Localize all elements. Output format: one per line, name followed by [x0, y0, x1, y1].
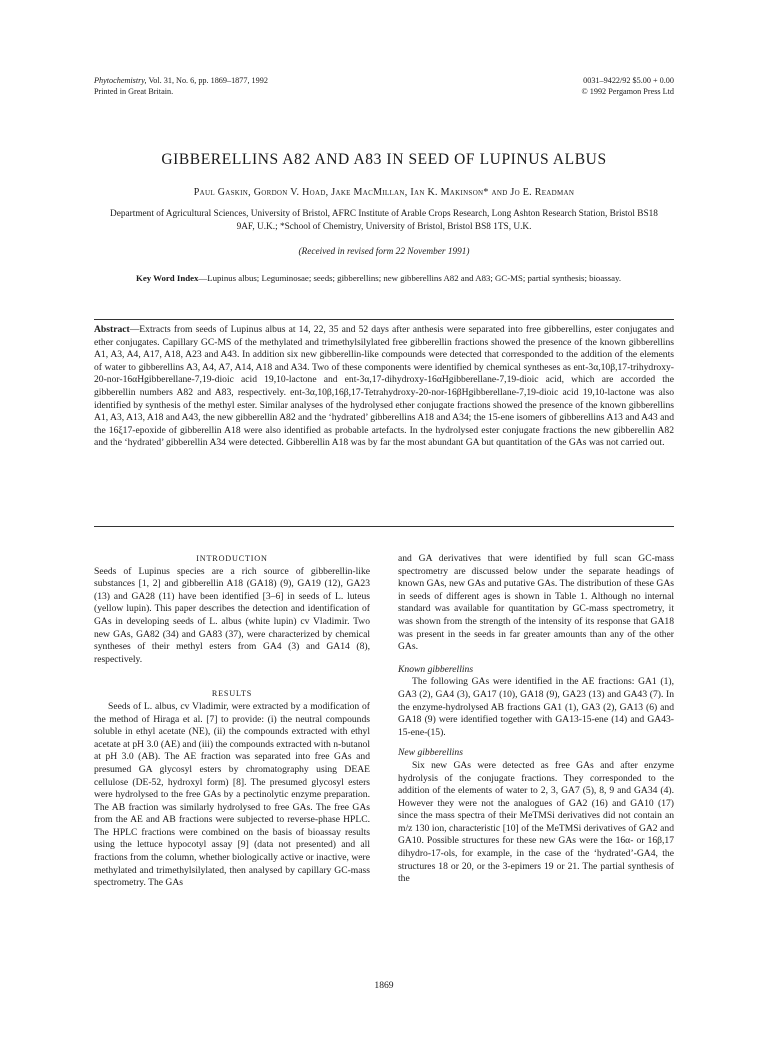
journal-name: Phytochemistry, [94, 76, 147, 85]
keyword-label: Key Word Index [136, 273, 199, 283]
introduction-paragraph: Seeds of Lupinus species are a rich source of gibberellin-like substances [1, 2] and gibberellin A18 (GA18) (9), GA19 (12), GA23 (13) and GA28 (11) have been identified [3–6] in seeds of L. luteus (yellow lupin). This paper describes the detection and identification of GAs in developing seeds of L. albus (white lupin) cv Vladimir. Two new GAs, GA82 (34) and GA83 (37), were characterized by chemical syntheses of their methyl esters from GA4 (3) and GA14 (8), respectively. [94, 565, 370, 665]
page-number: 1869 [374, 980, 394, 991]
abstract-block [94, 324, 674, 450]
new-gibberellins-paragraph: Six new GAs were detected as free GAs and after enzyme hydrolysis of the conjugate fractions. They corresponded to the addition of the elements of water to 2, 3, GA7 (5), 8, 9 and GA34 (4). However they were not the analogues of GA2 (16) and GA10 (17) since the mass spectra of their MeTMSi derivatives did not contain an m/z 130 ion, characteristic [10] of the MeTMSi derivatives of GA2 and GA10. Possible structures for these new GAs were the 16α- or 16β,17 dihydro-17-ols, for example, in the case of the ‘hydrated’-GA4, the structures 18 or 20, or the 3-epimers 19 or 21. The partial synthesis of the [398, 759, 674, 885]
abstract-top-rule [94, 319, 674, 320]
new-gibberellins-heading: New gibberellins [398, 747, 463, 759]
results-continued-paragraph: and GA derivatives that were identified by full scan GC-mass spectrometry are discussed below under the separate headings of known GAs, new GAs and putative GAs. The distribution of these GAs in seeds of different ages is shown in Table 1. Although no internal standard was available for quantitation by GC-mass spectrometry, it was shown from the strength of the intensity of its response that GA18 was present in the seeds in far greater amounts than any of the other GAs. [398, 553, 674, 653]
results-paragraph: Seeds of L. albus, cv Vladimir, were extracted by a modification of the method of Hiraga et al. [7] to provide: (i) the neutral compounds soluble in ethyl acetate (NE), (ii) the compounds extracted with ethyl acetate at pH 3.0 (AE) and (iii) the compounds extracted with n-butanol at pH 3.0 (AB). The AE fraction was separated into free GAs and presumed GA glycosyl esters by chromatography using DEAE cellulose (DE-52, hydroxyl form) [8]. The presumed glycosyl esters were hydrolysed to the free GAs by a pectinolytic enzyme preparation. The AB fraction was similarly hydrolysed to free GAs. The free GAs from the AE and AB fractions were subjected to reverse-phase HPLC. The HPLC fractions were combined on the basis of bioassay results using the lettuce hypocotyl assay [9] (data not presented) and all fractions from the column, whether biologically active or inactive, were methylated and trimethylsilylated, then analysed by capillary GC-mass spectrometry. The GAs [94, 700, 370, 889]
known-gibberellins-heading: Known gibberellins [398, 663, 474, 675]
right-column [398, 553, 674, 886]
abstract-text: —Extracts from seeds of Lupinus albus at 14, 22, 35 and 52 days after anthesis were separated into free gibberellins, ester conjugates and ether conjugates. Capillary GC-MS of the methylated and trimethylsilylated free gibberellin fractions showed the presence of the known gibberellins A1, A3, A4, A17, A18, A23 and A43. In addition six new gibberellin-like compounds were detected that corresponded to the addition of the elements of water to gibberellins A3, A4, A7, A14, A18 and A34. Two of these components were identified by chemical syntheses as ent-3α,10β,17-trihydroxy-20-nor-16αHgibberellane-7,19-dioic acid 19,10-lactone and ent-3α,17-dihydroxy-16αHgibberellane-7,19-dioic acid, which are accorded the gibberellin numbers A82 and A83, respectively. ent-3α,10β,16β,17-Tetrahydroxy-20-nor-16βHgibberellane-7,19-dioic acid 19,10-lactone was also identified by synthesis of the methyl ester. Similar analyses of the hydrolysed ether conjugate fractions showed the presence of the known gibberellins A1, A3, A13, A18 and A43, the new gibberellin A82 and the ‘hydrated’ gibberellins A18 and A34; the 15-ene isomers of gibberellins A13 and A43 and the 16ξ17-epoxide of gibberellin A18 were also identified as probable artefacts. In the hydrolysed ester conjugate fractions the new gibberellin A82 and the ‘hydrated’ gibberellin A34 were detected. Gibberellin A18 was by far the most abundant GA but quantitation of the GAs was not carried out. [94, 324, 674, 449]
introduction-heading: INTRODUCTION [196, 554, 268, 563]
journal-citation: Vol. 31, No. 6, pp. 1869–1877, 1992 [148, 76, 268, 85]
received-date: (Received in revised form 22 November 1991) [298, 247, 470, 257]
article-title: GIBBERELLINS A82 AND A83 IN SEED OF LUPINUS ALBUS [161, 151, 607, 168]
article-price-code: 0031–9422/92 $5.00 + 0.00 [583, 76, 674, 85]
journal-header-left [94, 75, 394, 97]
journal-header-right [374, 75, 674, 97]
copyright-notice: © 1992 Pergamon Press Ltd [581, 87, 674, 96]
author-list: Paul Gaskin, Gordon V. Hoad, Jake MacMillan, Ian K. Makinson* and Jo E. Readman [193, 187, 575, 198]
left-column [94, 553, 370, 890]
abstract-bottom-rule [94, 526, 674, 527]
keyword-text: —Lupinus albus; Leguminosae; seeds; gibberellins; new gibberellins A82 and A83; GC-MS; partial synthesis; bioassay. [198, 273, 622, 283]
keyword-index [136, 272, 636, 284]
abstract-label: Abstract [94, 324, 130, 335]
known-gibberellins-paragraph: The following GAs were identified in the AE fractions: GA1 (1), GA3 (2), GA4 (3), GA17 (10), GA18 (9), GA23 (13) and GA43 (7). In the enzyme-hydrolysed AB fractions GA1 (1), GA3 (2), GA13 (6) and GA18 (9) were identified together with GA13-15-ene (14) and GA43-15-ene-(15). [398, 676, 674, 738]
results-heading: RESULTS [211, 689, 253, 699]
author-affiliation: Department of Agricultural Sciences, University of Bristol, AFRC Institute of Arable Crops Research, Long Ashton Research Station, Bristol BS18 9AF, U.K.; *School of Chemistry, University of Bristol, Bristol BS8 1TS, U.K. [110, 209, 658, 232]
printed-location: Printed in Great Britain. [94, 87, 174, 96]
